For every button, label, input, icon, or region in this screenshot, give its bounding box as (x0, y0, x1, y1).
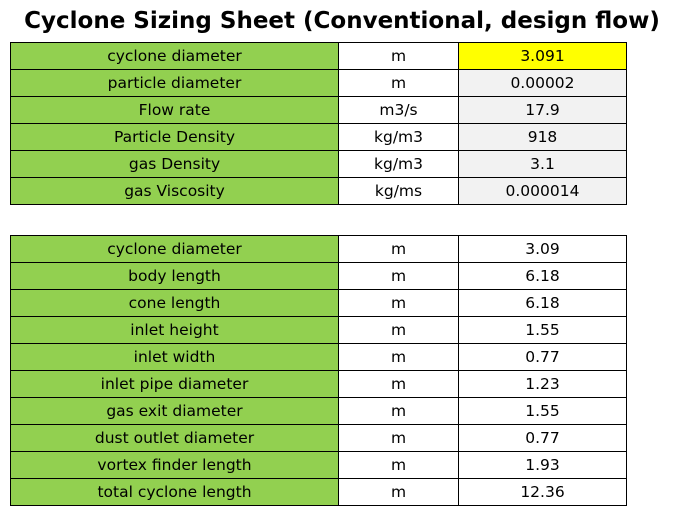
input-label-cell[interactable]: Flow rate (11, 97, 339, 124)
input-value-cell[interactable]: 3.091 (459, 43, 627, 70)
result-label-cell[interactable]: inlet height (11, 317, 339, 344)
result-value-cell[interactable]: 1.55 (459, 398, 627, 425)
input-unit-cell[interactable]: kg/m3 (339, 124, 459, 151)
result-label-cell[interactable]: cone length (11, 290, 339, 317)
input-unit-cell[interactable]: m (339, 43, 459, 70)
result-row (11, 398, 627, 425)
input-label-cell[interactable]: cyclone diameter (11, 43, 339, 70)
result-row (11, 290, 627, 317)
result-label-cell[interactable]: total cyclone length (11, 479, 339, 506)
results-table (10, 235, 627, 506)
input-label-cell[interactable]: particle diameter (11, 70, 339, 97)
input-label-cell[interactable]: Particle Density (11, 124, 339, 151)
input-label-cell[interactable]: gas Density (11, 151, 339, 178)
result-label-cell[interactable]: dust outlet diameter (11, 425, 339, 452)
input-value-cell[interactable]: 918 (459, 124, 627, 151)
result-label-cell[interactable]: inlet width (11, 344, 339, 371)
result-label-cell[interactable]: cyclone diameter (11, 236, 339, 263)
result-value-cell[interactable]: 1.93 (459, 452, 627, 479)
input-value-cell[interactable]: 0.000014 (459, 178, 627, 205)
result-value-cell[interactable]: 0.77 (459, 425, 627, 452)
result-label-cell[interactable]: gas exit diameter (11, 398, 339, 425)
result-label-cell[interactable]: vortex finder length (11, 452, 339, 479)
result-row (11, 263, 627, 290)
input-label-cell[interactable]: gas Viscosity (11, 178, 339, 205)
result-value-cell[interactable]: 1.23 (459, 371, 627, 398)
input-row (11, 178, 627, 205)
input-row (11, 97, 627, 124)
input-value-cell[interactable]: 0.00002 (459, 70, 627, 97)
result-unit-cell[interactable]: m (339, 398, 459, 425)
result-value-cell[interactable]: 1.55 (459, 317, 627, 344)
result-unit-cell[interactable]: m (339, 371, 459, 398)
result-unit-cell[interactable]: m (339, 425, 459, 452)
input-unit-cell[interactable]: kg/m3 (339, 151, 459, 178)
input-unit-cell[interactable]: kg/ms (339, 178, 459, 205)
result-value-cell[interactable]: 3.09 (459, 236, 627, 263)
result-unit-cell[interactable]: m (339, 263, 459, 290)
sheet-title: Cyclone Sizing Sheet (Conventional, design flow) (24, 8, 660, 34)
result-label-cell[interactable]: body length (11, 263, 339, 290)
result-value-cell[interactable]: 6.18 (459, 290, 627, 317)
result-row (11, 452, 627, 479)
result-unit-cell[interactable]: m (339, 479, 459, 506)
input-value-cell[interactable]: 17.9 (459, 97, 627, 124)
input-row (11, 124, 627, 151)
result-row (11, 371, 627, 398)
input-table (10, 42, 627, 205)
input-unit-cell[interactable]: m3/s (339, 97, 459, 124)
input-unit-cell[interactable]: m (339, 70, 459, 97)
input-row (11, 70, 627, 97)
input-value-cell[interactable]: 3.1 (459, 151, 627, 178)
result-unit-cell[interactable]: m (339, 236, 459, 263)
result-unit-cell[interactable]: m (339, 317, 459, 344)
input-row (11, 151, 627, 178)
input-row (11, 43, 627, 70)
result-row (11, 425, 627, 452)
result-row (11, 344, 627, 371)
result-value-cell[interactable]: 12.36 (459, 479, 627, 506)
result-label-cell[interactable]: inlet pipe diameter (11, 371, 339, 398)
result-value-cell[interactable]: 0.77 (459, 344, 627, 371)
result-row (11, 236, 627, 263)
result-unit-cell[interactable]: m (339, 452, 459, 479)
result-unit-cell[interactable]: m (339, 344, 459, 371)
result-value-cell[interactable]: 6.18 (459, 263, 627, 290)
result-row (11, 479, 627, 506)
result-unit-cell[interactable]: m (339, 290, 459, 317)
result-row (11, 317, 627, 344)
